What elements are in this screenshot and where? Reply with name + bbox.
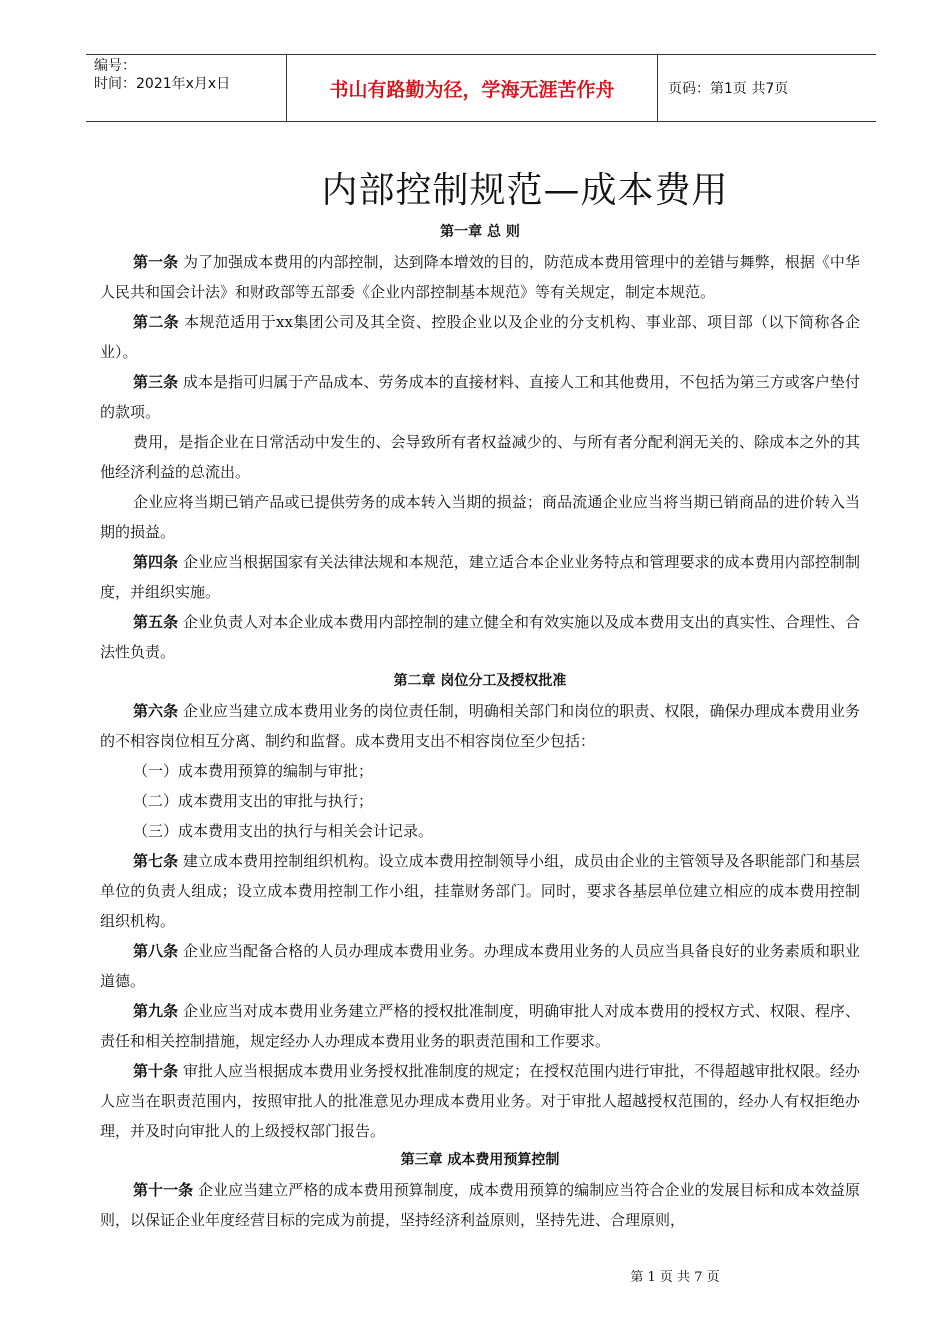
article-2 — [100, 307, 860, 367]
article-text: 审批人应当根据成本费用业务授权批准制度的规定；在授权范围内进行审批，不得超越审批权限。经办人应当在职责范围内，按照审批人的批准意见办理成本费用业务。对于审批人超越授权范围的，经办人有权拒绝办理，并及时向审批人的上级授权部门报告。 — [100, 1062, 860, 1140]
article-11 — [100, 1175, 860, 1235]
article-label: 第二条 — [133, 313, 179, 331]
article-label: 第四条 — [133, 553, 179, 571]
article-label: 第一条 — [133, 253, 179, 271]
article-text: 企业应当配备合格的人员办理成本费用业务。办理成本费用业务的人员应当具备良好的业务素质和职业道德。 — [100, 942, 860, 990]
chapter-1-title: 第一章 总 则 — [440, 224, 520, 240]
article-3 — [100, 367, 860, 427]
document-time-label: 时间：2021年x月x日 — [94, 76, 231, 92]
article-text: 企业负责人对本企业成本费用内部控制的建立健全和有效实施以及成本费用支出的真实性、合理性、合法性负责。 — [100, 613, 860, 661]
article-label: 第五条 — [133, 613, 179, 631]
article-label: 第七条 — [133, 852, 179, 870]
article-label: 第十一条 — [133, 1181, 194, 1199]
article-text: 本规范适用于xx集团公司及其全资、控股企业以及企业的分支机构、事业部、项目部（以下简称各企业）。 — [100, 313, 860, 361]
document-body — [100, 218, 860, 1235]
article-text: 企业应当建立严格的成本费用预算制度，成本费用预算的编制应当符合企业的发展目标和成本效益原则，以保证企业年度经营目标的完成为前提，坚持经济利益原则，坚持先进、合理原则， — [100, 1181, 860, 1229]
article-label: 第六条 — [133, 702, 179, 720]
article-3-paragraph-2: 费用，是指企业在日常活动中发生的、会导致所有者权益减少的、与所有者分配利润无关的、除成本之外的其他经济利益的总流出。 — [100, 433, 860, 481]
chapter-2-title: 第二章 岗位分工及授权批准 — [393, 673, 567, 689]
page-footer: 第 1 页 共 7 页 — [630, 1270, 720, 1285]
article-6-item-1: （一）成本费用预算的编制与审批； — [133, 762, 374, 780]
article-3-paragraph-3: 企业应将当期已销产品或已提供劳务的成本转入当期的损益；商品流通企业应当将当期已销商品的进价转入当期的损益。 — [100, 493, 860, 541]
article-text: 成本是指可归属于产品成本、劳务成本的直接材料、直接人工和其他费用，不包括为第三方或客户垫付的款项。 — [100, 373, 860, 421]
article-label: 第八条 — [133, 942, 179, 960]
article-6-item-2: （二）成本费用支出的审批与执行； — [133, 792, 374, 810]
article-1 — [100, 247, 860, 307]
article-text: 企业应当对成本费用业务建立严格的授权批准制度，明确审批人对成本费用的授权方式、权限、程序、责任和相关控制措施，规定经办人办理成本费用业务的职责范围和工作要求。 — [100, 1002, 860, 1050]
article-label: 第三条 — [133, 373, 179, 391]
header-page-label: 页码：第1页 共7页 — [668, 81, 789, 97]
article-10 — [100, 1056, 860, 1146]
page-header — [86, 54, 876, 122]
article-7 — [100, 846, 860, 936]
article-text: 企业应当建立成本费用业务的岗位责任制，明确相关部门和岗位的职责、权限，确保办理成本费用业务的不相容岗位相互分离、制约和监督。成本费用支出不相容岗位至少包括： — [100, 702, 860, 750]
header-motto: 书山有路勤为径，学海无涯苦作舟 — [286, 55, 658, 121]
article-text: 建立成本费用控制组织机构。设立成本费用控制领导小组，成员由企业的主管领导及各职能部门和基层单位的负责人组成；设立成本费用控制工作小组，挂靠财务部门。同时，要求各基层单位建立相应的成本费用控制组织机构。 — [100, 852, 860, 930]
document-title: 内部控制规范—成本费用 — [321, 170, 729, 211]
article-6-item-3: （三）成本费用支出的执行与相关会计记录。 — [133, 822, 434, 840]
article-9 — [100, 996, 860, 1056]
article-6 — [100, 696, 860, 756]
article-text: 企业应当根据国家有关法律法规和本规范，建立适合本企业业务特点和管理要求的成本费用内部控制制度，并组织实施。 — [100, 553, 860, 601]
article-4 — [100, 547, 860, 607]
article-8 — [100, 936, 860, 996]
document-number-label: 编号： — [94, 58, 136, 74]
chapter-3-title: 第三章 成本费用预算控制 — [400, 1152, 560, 1168]
article-label: 第十条 — [133, 1062, 179, 1080]
header-left-cell — [86, 55, 286, 121]
article-text: 为了加强成本费用的内部控制，达到降本增效的目的，防范成本费用管理中的差错与舞弊，根据《中华人民共和国会计法》和财政部等五部委《企业内部控制基本规范》等有关规定，制定本规范。 — [100, 253, 860, 301]
article-label: 第九条 — [133, 1002, 179, 1020]
article-5 — [100, 607, 860, 667]
